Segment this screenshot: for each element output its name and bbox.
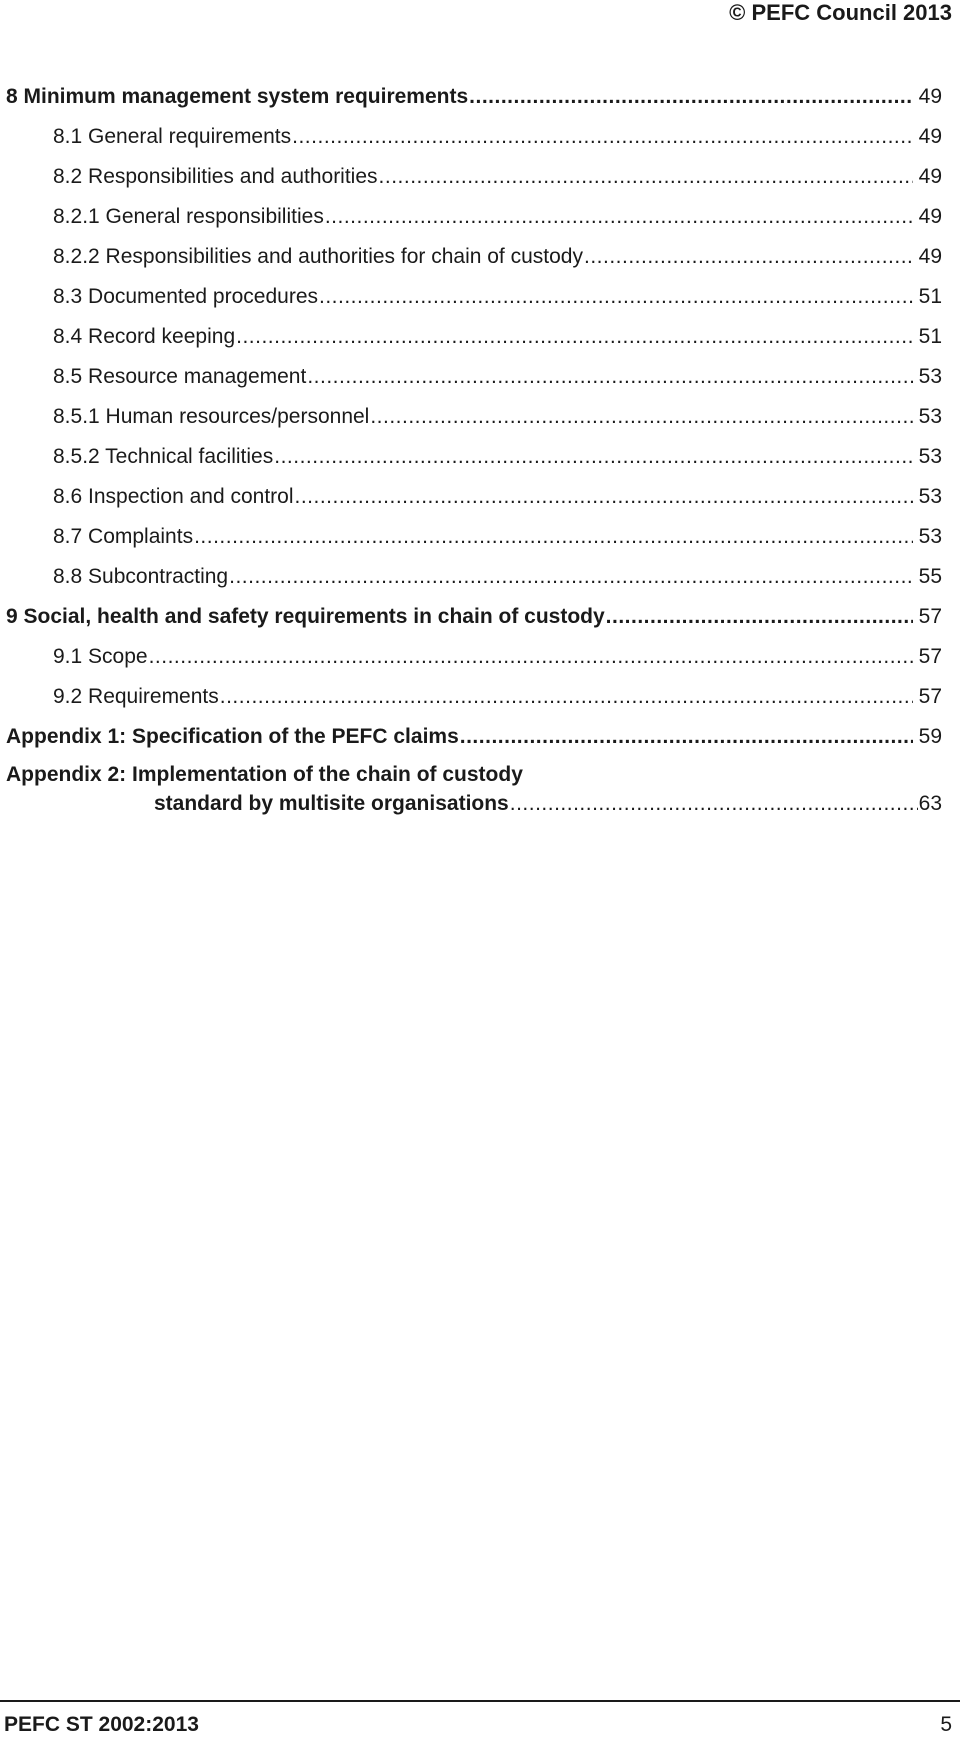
toc-entry-title: 8.1 General requirements: [53, 125, 292, 148]
toc-leader-dots: [295, 477, 914, 517]
toc-leader-dots: [460, 717, 913, 757]
toc-entry-8-2-2[interactable]: [6, 237, 942, 277]
toc-entry-page: 53: [918, 525, 942, 548]
toc-entry-page: 53: [918, 445, 942, 468]
toc-entry-title: 8.5.1 Human resources/personnel: [53, 405, 370, 428]
table-of-contents: [6, 77, 942, 818]
toc-leader-dots: [469, 77, 913, 117]
toc-entry-page: 51: [918, 325, 942, 348]
footer-divider: [0, 1700, 960, 1702]
toc-entry-8-3[interactable]: [6, 277, 942, 317]
toc-entry-page: 49: [918, 165, 942, 188]
toc-entry-title: Appendix 1: Specification of the PEFC claims: [6, 725, 459, 748]
toc-leader-dots: [229, 557, 913, 597]
toc-entry-page: 49: [918, 85, 942, 108]
toc-leader-dots: [370, 397, 913, 437]
toc-entry-page: 53: [918, 405, 942, 428]
toc-entry-page: 63: [918, 792, 942, 815]
toc-entry-9-1[interactable]: [6, 637, 942, 677]
toc-entry-title: 8.2.2 Responsibilities and authorities for chain of custody: [53, 245, 583, 268]
toc-entry-8-5-1[interactable]: [6, 397, 942, 437]
header-copyright: © PEFC Council 2013: [729, 0, 952, 25]
toc-entry-8-2[interactable]: [6, 157, 942, 197]
toc-leader-dots: [236, 317, 913, 357]
toc-leader-dots: [194, 517, 913, 557]
toc-entry-8-6[interactable]: [6, 477, 942, 517]
toc-entry-title: 9.2 Requirements: [53, 685, 219, 708]
footer-page-number: 5: [940, 1713, 952, 1736]
toc-entry-8[interactable]: [6, 77, 942, 117]
toc-entry-page: 49: [918, 245, 942, 268]
toc-entry-title: 9.1 Scope: [53, 645, 148, 668]
toc-entry-8-5[interactable]: [6, 357, 942, 397]
toc-entry-title: 8.3 Documented procedures: [53, 285, 318, 308]
toc-leader-dots: [606, 597, 913, 637]
toc-entry-title: 8.5 Resource management: [53, 365, 307, 388]
toc-entry-page: 53: [918, 365, 942, 388]
toc-entry-page: 49: [918, 125, 942, 148]
toc-entry-appendix-1[interactable]: [6, 717, 942, 757]
toc-leader-dots: [149, 637, 913, 677]
toc-entry-title-line1: Appendix 2: Implementation of the chain of custody: [6, 763, 523, 786]
toc-entry-title: 8.4 Record keeping: [53, 325, 236, 348]
toc-entry-title-line2: standard by multisite organisations: [154, 792, 509, 815]
toc-entry-page: 51: [918, 285, 942, 308]
toc-entry-title: 8.2 Responsibilities and authorities: [53, 165, 378, 188]
toc-leader-dots: [307, 357, 913, 397]
toc-entry-title: 8.8 Subcontracting: [53, 565, 229, 588]
toc-entry-title: 8 Minimum management system requirements: [6, 85, 469, 108]
toc-entry-8-2-1[interactable]: [6, 197, 942, 237]
toc-leader-dots: [292, 117, 913, 157]
toc-leader-dots: [319, 277, 913, 317]
toc-entry-8-1[interactable]: [6, 117, 942, 157]
toc-entry-title: 8.2.1 General responsibilities: [53, 205, 324, 228]
toc-entry-9[interactable]: [6, 597, 942, 637]
toc-entry-8-4[interactable]: [6, 317, 942, 357]
toc-entry-8-8[interactable]: [6, 557, 942, 597]
toc-entry-page: 57: [918, 645, 942, 668]
toc-leader-dots: [325, 197, 913, 237]
toc-leader-dots: [584, 237, 913, 277]
toc-entry-page: 49: [918, 205, 942, 228]
toc-leader-dots: [510, 789, 918, 818]
toc-leader-dots: [379, 157, 913, 197]
toc-entry-title: 8.7 Complaints: [53, 525, 194, 548]
toc-entry-title: 8.6 Inspection and control: [53, 485, 294, 508]
toc-entry-8-7[interactable]: [6, 517, 942, 557]
toc-entry-page: 53: [918, 485, 942, 508]
toc-entry-8-5-2[interactable]: [6, 437, 942, 477]
toc-entry-page: 57: [918, 685, 942, 708]
toc-leader-dots: [220, 677, 913, 717]
toc-entry-page: 55: [918, 565, 942, 588]
footer-document-id: PEFC ST 2002:2013: [4, 1713, 199, 1736]
toc-entry-appendix-2[interactable]: [6, 760, 942, 818]
toc-leader-dots: [274, 437, 913, 477]
toc-entry-title: 9 Social, health and safety requirements in chain of custody: [6, 605, 605, 628]
toc-entry-9-2[interactable]: [6, 677, 942, 717]
toc-entry-title: 8.5.2 Technical facilities: [53, 445, 274, 468]
toc-entry-page: 57: [918, 605, 942, 628]
toc-entry-page: 59: [918, 725, 942, 748]
